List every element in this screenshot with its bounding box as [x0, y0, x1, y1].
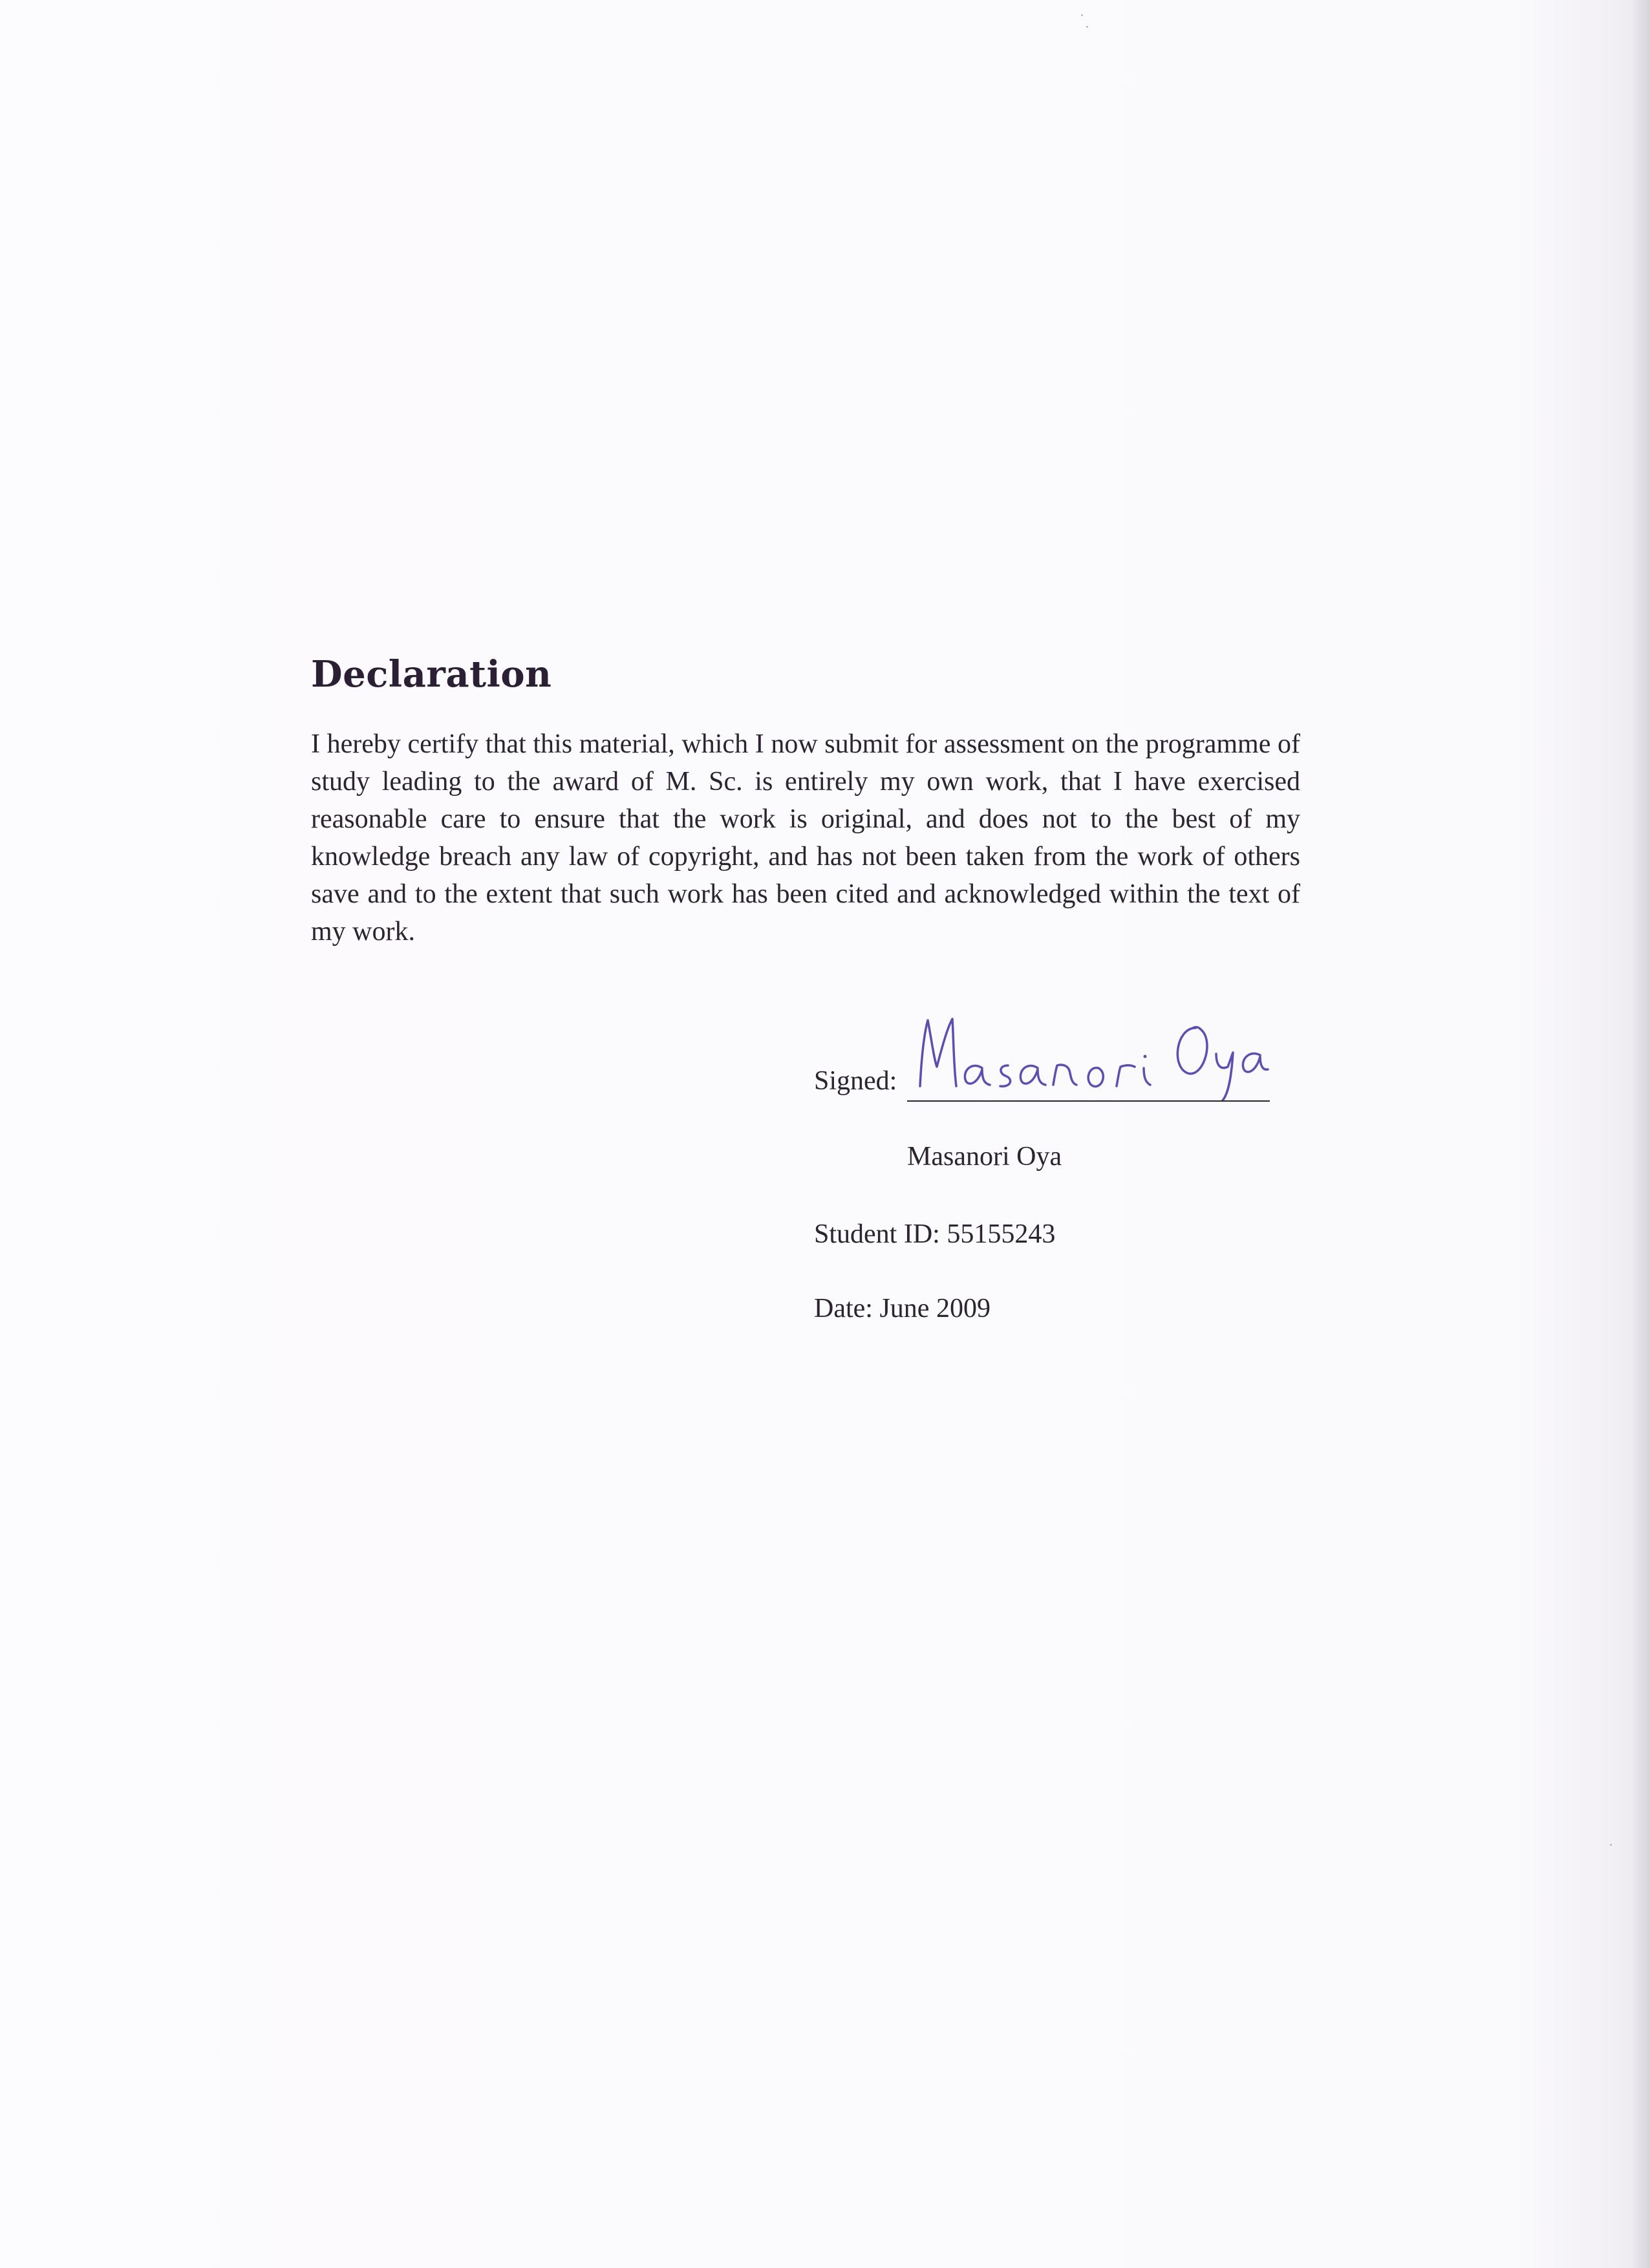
- student-id: Student ID: 55155243: [814, 1219, 1056, 1249]
- declaration-paragraph: I hereby certify that this material, which I now submit for assessment on the programme of study leading to the award of M. Sc. is entirely my own work, that I have exercised reasonable care to ensure that the work is original, and does not to the best of my knowledge breach any law of copyright, and has not been taken from the work of others save and to the extent that such work has been cited and acknowledged within the text of my work.: [311, 729, 1300, 947]
- scan-speck: [1610, 1844, 1612, 1846]
- submission-date: Date: June 2009: [814, 1294, 991, 1323]
- scan-speck: [1086, 26, 1088, 28]
- signer-name: Masanori Oya: [907, 1142, 1062, 1171]
- handwritten-signature: [911, 1002, 1273, 1106]
- page-edge-shadow: [1632, 0, 1650, 2268]
- declaration-section: [311, 653, 1300, 950]
- signature-block: [814, 1009, 1305, 1323]
- signed-row: [814, 1009, 1305, 1106]
- signed-label: Signed:: [814, 1066, 897, 1096]
- declaration-heading: Declaration: [311, 653, 552, 696]
- scan-speck: [1081, 14, 1083, 16]
- signature-line: [907, 1100, 1270, 1102]
